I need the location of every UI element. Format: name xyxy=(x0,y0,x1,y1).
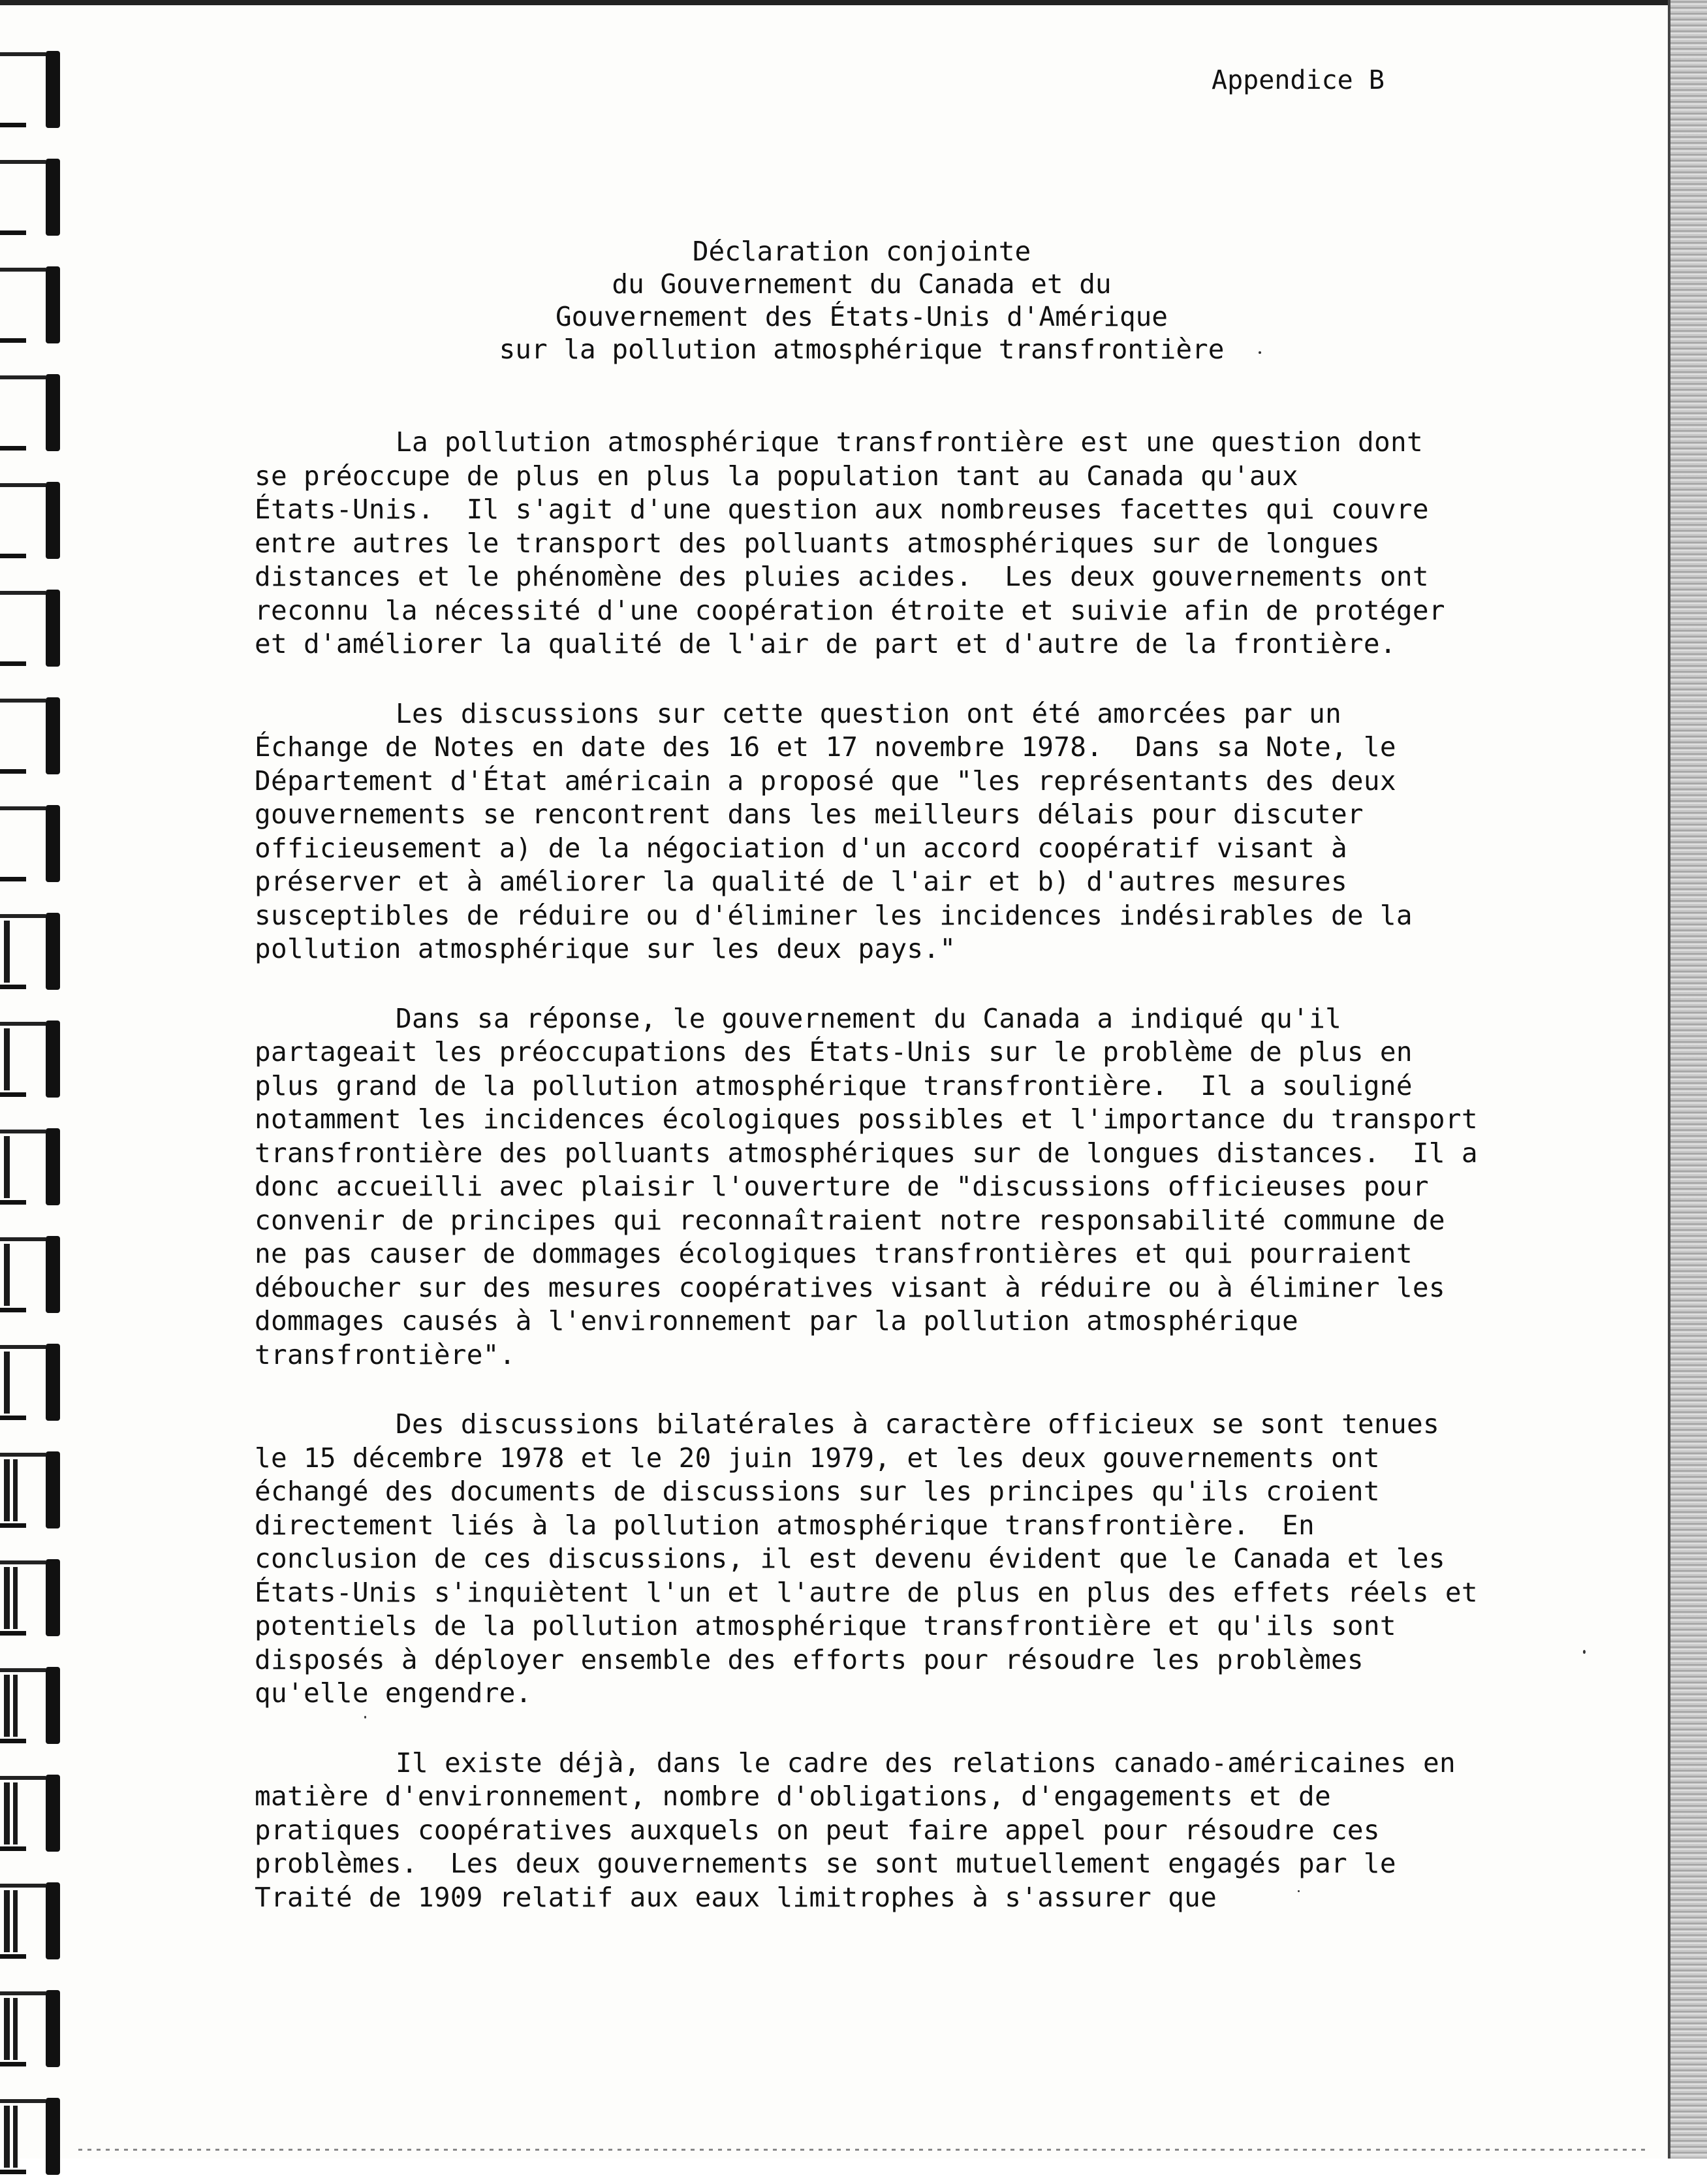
text-line: préserver et à améliorer la qualité de l'air et b) d'autres mesures xyxy=(255,866,1347,897)
text-line: Traité de 1909 relatif aux eaux limitrophes à s'assurer que xyxy=(255,1881,1217,1913)
text-line: Échange de Notes en date des 16 et 17 novembre 1978. Dans sa Note, le xyxy=(255,731,1396,763)
text-line: potentiels de la pollution atmosphérique transfrontière et qu'ils sont xyxy=(255,1610,1396,1641)
text-line: directement liés à la pollution atmosphérique transfrontière. En xyxy=(255,1509,1315,1541)
text-line: déboucher sur des mesures coopératives visant à réduire ou à éliminer les xyxy=(255,1271,1445,1303)
binding-ring xyxy=(0,1763,72,1861)
document-body xyxy=(255,426,1514,1950)
binding-ring xyxy=(0,1224,72,1322)
text-line: États-Unis. Il s'agit d'une question aux nombreuses facettes qui couvre xyxy=(255,494,1429,525)
binding-ring xyxy=(0,362,72,460)
scan-speck xyxy=(1583,1650,1586,1654)
text-line: pollution atmosphérique sur les deux pays." xyxy=(255,933,956,964)
binding-ring xyxy=(0,1116,72,1214)
spiral-binding xyxy=(0,39,72,2155)
text-line: donc accueilli avec plaisir l'ouverture de "discussions officieuses pour xyxy=(255,1171,1429,1202)
text-line: qu'elle engendre. xyxy=(255,1677,532,1709)
top-scan-edge xyxy=(0,0,1668,5)
text-line: dommages causés à l'environnement par la pollution atmosphérique xyxy=(255,1305,1298,1337)
paragraph xyxy=(255,1002,1514,1372)
text-line: gouvernements se rencontrent dans les meilleurs délais pour discuter xyxy=(255,799,1364,830)
binding-ring xyxy=(0,1440,72,1538)
appendix-label: Appendice B xyxy=(1212,65,1385,95)
scan-speck xyxy=(1298,1890,1300,1892)
text-line: transfrontière des polluants atmosphériques sur de longues distances. Il a xyxy=(255,1137,1478,1169)
text-line: le 15 décembre 1978 et le 20 juin 1979, et les deux gouvernements ont xyxy=(255,1442,1380,1474)
binding-ring xyxy=(0,686,72,783)
text-line: problèmes. Les deux gouvernements se sont mutuellement engagés par le xyxy=(255,1848,1396,1879)
text-line: susceptibles de réduire ou d'éliminer les incidences indésirables de la xyxy=(255,899,1413,931)
text-line: reconnu la nécessité d'une coopération étroite et suivie afin de protéger xyxy=(255,594,1445,626)
text-line: Les discussions sur cette question ont été amorcées par un xyxy=(396,697,1342,729)
text-line: distances et le phénomène des pluies acides. Les deux gouvernements ont xyxy=(255,561,1429,592)
right-page-edge xyxy=(1668,0,1707,2159)
text-line: Département d'État américain a proposé que "les représentants des deux xyxy=(255,765,1396,797)
text-line: matière d'environnement, nombre d'obligations, d'engagements et de xyxy=(255,1780,1331,1812)
binding-ring xyxy=(0,1978,72,2076)
text-line: transfrontière". xyxy=(255,1338,516,1370)
paragraph xyxy=(255,426,1514,661)
binding-ring xyxy=(0,578,72,676)
document-title xyxy=(326,235,1397,366)
text-line: convenir de principes qui reconnaîtraient notre responsabilité commune de xyxy=(255,1204,1445,1236)
binding-ring xyxy=(0,1009,72,1107)
paragraph xyxy=(255,1747,1514,1915)
text-line: pratiques coopératives auxquels on peut faire appel pour résoudre ces xyxy=(255,1814,1380,1846)
text-line: États-Unis s'inquiètent l'un et l'autre de plus en plus des effets réels et xyxy=(255,1576,1478,1608)
paragraph xyxy=(255,697,1514,966)
binding-ring xyxy=(0,901,72,999)
text-line: La pollution atmosphérique transfrontière est une question dont xyxy=(396,426,1423,458)
text-line: plus grand de la pollution atmosphérique transfrontière. Il a souligné xyxy=(255,1069,1413,1101)
binding-ring xyxy=(0,1332,72,1430)
binding-ring xyxy=(0,1871,72,1969)
scan-speck xyxy=(1259,351,1261,354)
right-edge-line xyxy=(1668,0,1670,2159)
text-line: Des discussions bilatérales à caractère officieux se sont tenues xyxy=(396,1408,1439,1440)
text-line: partageait les préoccupations des États-Unis sur le problème de plus en xyxy=(255,1036,1413,1068)
binding-ring xyxy=(0,1655,72,1753)
text-line: et d'améliorer la qualité de l'air de part et d'autre de la frontière. xyxy=(255,628,1396,659)
text-line: Il existe déjà, dans le cadre des relations canado-américaines en xyxy=(396,1747,1456,1779)
title-line: du Gouvernement du Canada et du xyxy=(612,268,1112,300)
text-line: conclusion de ces discussions, il est devenu évident que le Canada et les xyxy=(255,1543,1445,1574)
text-line: Dans sa réponse, le gouvernement du Canada a indiqué qu'il xyxy=(396,1002,1342,1034)
text-line: officieusement a) de la négociation d'un accord coopératif visant à xyxy=(255,832,1347,864)
text-line: entre autres le transport des polluants atmosphériques sur de longues xyxy=(255,527,1380,559)
text-line: échangé des documents de discussions sur les principes qu'ils croient xyxy=(255,1476,1380,1507)
text-line: disposés à déployer ensemble des efforts pour résoudre les problèmes xyxy=(255,1643,1364,1675)
binding-ring xyxy=(0,39,72,137)
text-line: se préoccupe de plus en plus la population tant au Canada qu'aux xyxy=(255,460,1298,492)
title-line: Déclaration conjointe xyxy=(692,236,1031,267)
text-line: ne pas causer de dommages écologiques transfrontières et qui pourraient xyxy=(255,1238,1413,1269)
title-line: sur la pollution atmosphérique transfrontière xyxy=(499,334,1225,365)
binding-ring xyxy=(0,2086,72,2184)
binding-ring xyxy=(0,255,72,353)
binding-ring xyxy=(0,1547,72,1645)
title-line: Gouvernement des États-Unis d'Amérique xyxy=(556,301,1168,332)
scan-speck xyxy=(364,1716,366,1718)
binding-ring xyxy=(0,147,72,245)
binding-ring xyxy=(0,793,72,891)
binding-ring xyxy=(0,470,72,568)
bottom-page-edge xyxy=(78,2149,1645,2151)
text-line: notamment les incidences écologiques possibles et l'importance du transport xyxy=(255,1103,1478,1135)
paragraph xyxy=(255,1408,1514,1711)
